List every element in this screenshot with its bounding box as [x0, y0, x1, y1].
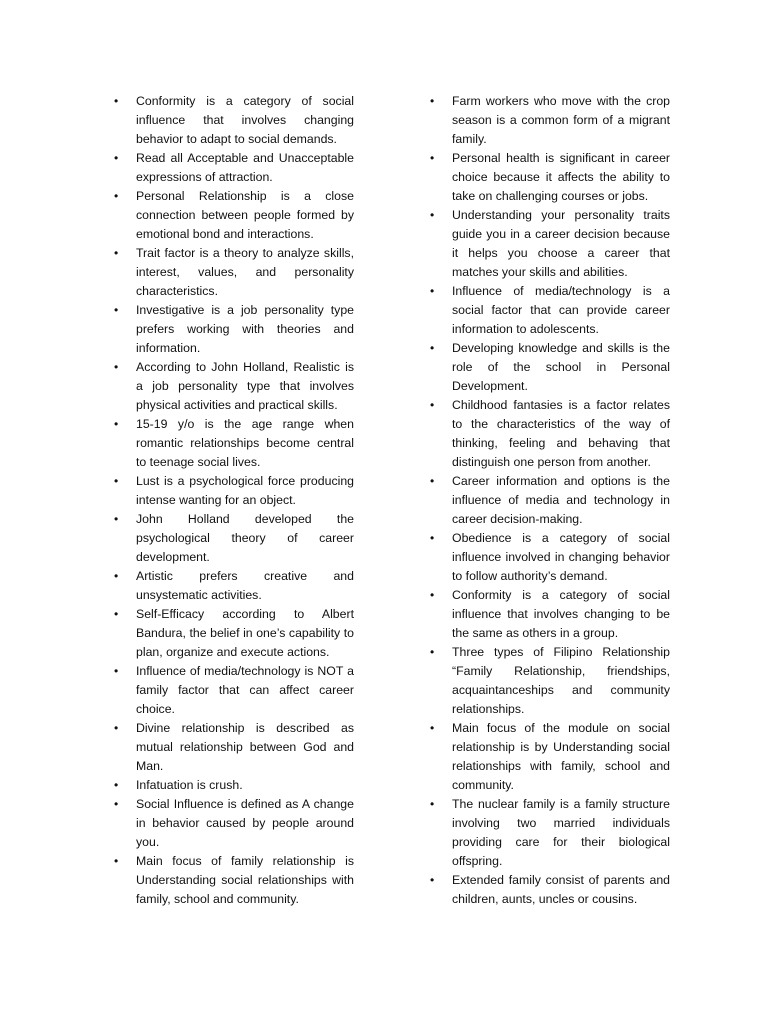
list-item	[428, 339, 670, 396]
list-item-text: Understanding your personality traits guide you in a career decision because it helps you choose a career that matches your skills and abilities.	[452, 208, 670, 279]
bullet-icon: •	[114, 778, 119, 792]
list-item	[428, 795, 670, 871]
right-column-list	[428, 92, 670, 909]
list-item-text: Read all Acceptable and Unacceptable expressions of attraction.	[136, 151, 354, 184]
list-item	[428, 871, 670, 909]
bullet-icon: •	[114, 360, 119, 374]
list-item	[112, 244, 354, 301]
list-item-text: Investigative is a job personality type prefers working with theories and information.	[136, 303, 354, 355]
list-item-text: Social Influence is defined as A change in behavior caused by people around you.	[136, 797, 354, 849]
bullet-icon: •	[430, 873, 435, 887]
bullet-icon: •	[114, 246, 119, 260]
list-item	[112, 415, 354, 472]
list-item-text: Divine relationship is described as mutual relationship between God and Man.	[136, 721, 354, 773]
list-item-text: Conformity is a category of social influence that involves changing to be the same as others in a group.	[452, 588, 670, 640]
bullet-icon: •	[430, 94, 435, 108]
bullet-icon: •	[430, 398, 435, 412]
bullet-icon: •	[430, 531, 435, 545]
bullet-icon: •	[114, 303, 119, 317]
list-item	[428, 92, 670, 149]
bullet-icon: •	[430, 474, 435, 488]
list-item	[112, 605, 354, 662]
bullet-icon: •	[430, 208, 435, 222]
list-item	[112, 662, 354, 719]
list-item-text: Influence of media/technology is NOT a family factor that can affect career choice.	[136, 664, 354, 716]
list-item	[112, 852, 354, 909]
list-item-text: 15-19 y/o is the age range when romantic relationships become central to teenage social lives.	[136, 417, 354, 469]
bullet-icon: •	[114, 474, 119, 488]
list-item	[428, 149, 670, 206]
bullet-icon: •	[430, 151, 435, 165]
bullet-icon: •	[114, 94, 119, 108]
list-item-text: Artistic prefers creative and unsystematic activities.	[136, 569, 354, 602]
bullet-icon: •	[430, 645, 435, 659]
list-item	[428, 719, 670, 795]
list-item-text: Main focus of family relationship is Understanding social relationships with family, school and community.	[136, 854, 354, 906]
list-item	[428, 206, 670, 282]
list-item	[428, 472, 670, 529]
left-column-list	[112, 92, 354, 909]
list-item-text: Personal health is significant in career choice because it affects the ability to take on challenging courses or jobs.	[452, 151, 670, 203]
list-item-text: Lust is a psychological force producing intense wanting for an object.	[136, 474, 354, 507]
list-item	[428, 586, 670, 643]
list-item	[112, 795, 354, 852]
bullet-icon: •	[430, 284, 435, 298]
bullet-icon: •	[114, 854, 119, 868]
bullet-icon: •	[430, 588, 435, 602]
list-item-text: Conformity is a category of social influence that involves changing behavior to adapt to social demands.	[136, 94, 354, 146]
list-item-text: Farm workers who move with the crop season is a common form of a migrant family.	[452, 94, 670, 146]
list-item-text: Trait factor is a theory to analyze skills, interest, values, and personality characteristics.	[136, 246, 354, 298]
list-item-text: Career information and options is the influence of media and technology in career decision-making.	[452, 474, 670, 526]
list-item-text: Self-Efficacy according to Albert Bandura, the belief in one’s capability to plan, organize and execute actions.	[136, 607, 354, 659]
bullet-icon: •	[430, 797, 435, 811]
list-item	[112, 776, 354, 795]
list-item-text: Obedience is a category of social influence involved in changing behavior to follow authority’s demand.	[452, 531, 670, 583]
list-item	[112, 472, 354, 510]
list-item-text: Influence of media/technology is a social factor that can provide career information to adolescents.	[452, 284, 670, 336]
list-item-text: Extended family consist of parents and children, aunts, uncles or cousins.	[452, 873, 670, 906]
list-item-text: John Holland developed the psychological theory of career development.	[136, 512, 354, 564]
list-item	[112, 92, 354, 149]
list-item	[112, 187, 354, 244]
bullet-icon: •	[114, 417, 119, 431]
list-item	[112, 358, 354, 415]
list-item-text: Developing knowledge and skills is the role of the school in Personal Development.	[452, 341, 670, 393]
list-item-text: Personal Relationship is a close connection between people formed by emotional bond and interactions.	[136, 189, 354, 241]
list-item-text: Childhood fantasies is a factor relates to the characteristics of the way of thinking, feeling and behaving that distinguish one person from another.	[452, 398, 670, 469]
bullet-icon: •	[114, 664, 119, 678]
list-item	[428, 529, 670, 586]
list-item	[428, 643, 670, 719]
bullet-icon: •	[430, 721, 435, 735]
list-item	[112, 301, 354, 358]
bullet-icon: •	[114, 189, 119, 203]
bullet-icon: •	[114, 607, 119, 621]
list-item-text: The nuclear family is a family structure involving two married individuals providing care for their biological offspring.	[452, 797, 670, 868]
list-item	[112, 719, 354, 776]
list-item	[112, 149, 354, 187]
list-item-text: According to John Holland, Realistic is a job personality type that involves physical activities and practical skills.	[136, 360, 354, 412]
list-item	[428, 396, 670, 472]
list-item	[428, 282, 670, 339]
list-item-text: Main focus of the module on social relationship is by Understanding social relationships with family, school and community.	[452, 721, 670, 792]
list-item	[112, 510, 354, 567]
bullet-icon: •	[430, 341, 435, 355]
bullet-icon: •	[114, 797, 119, 811]
bullet-icon: •	[114, 721, 119, 735]
bullet-icon: •	[114, 512, 119, 526]
bullet-icon: •	[114, 569, 119, 583]
bullet-icon: •	[114, 151, 119, 165]
list-item	[112, 567, 354, 605]
list-item-text: Three types of Filipino Relationship “Family Relationship, friendships, acquaintanceships and community relationships.	[452, 645, 670, 716]
list-item-text: Infatuation is crush.	[136, 778, 243, 792]
